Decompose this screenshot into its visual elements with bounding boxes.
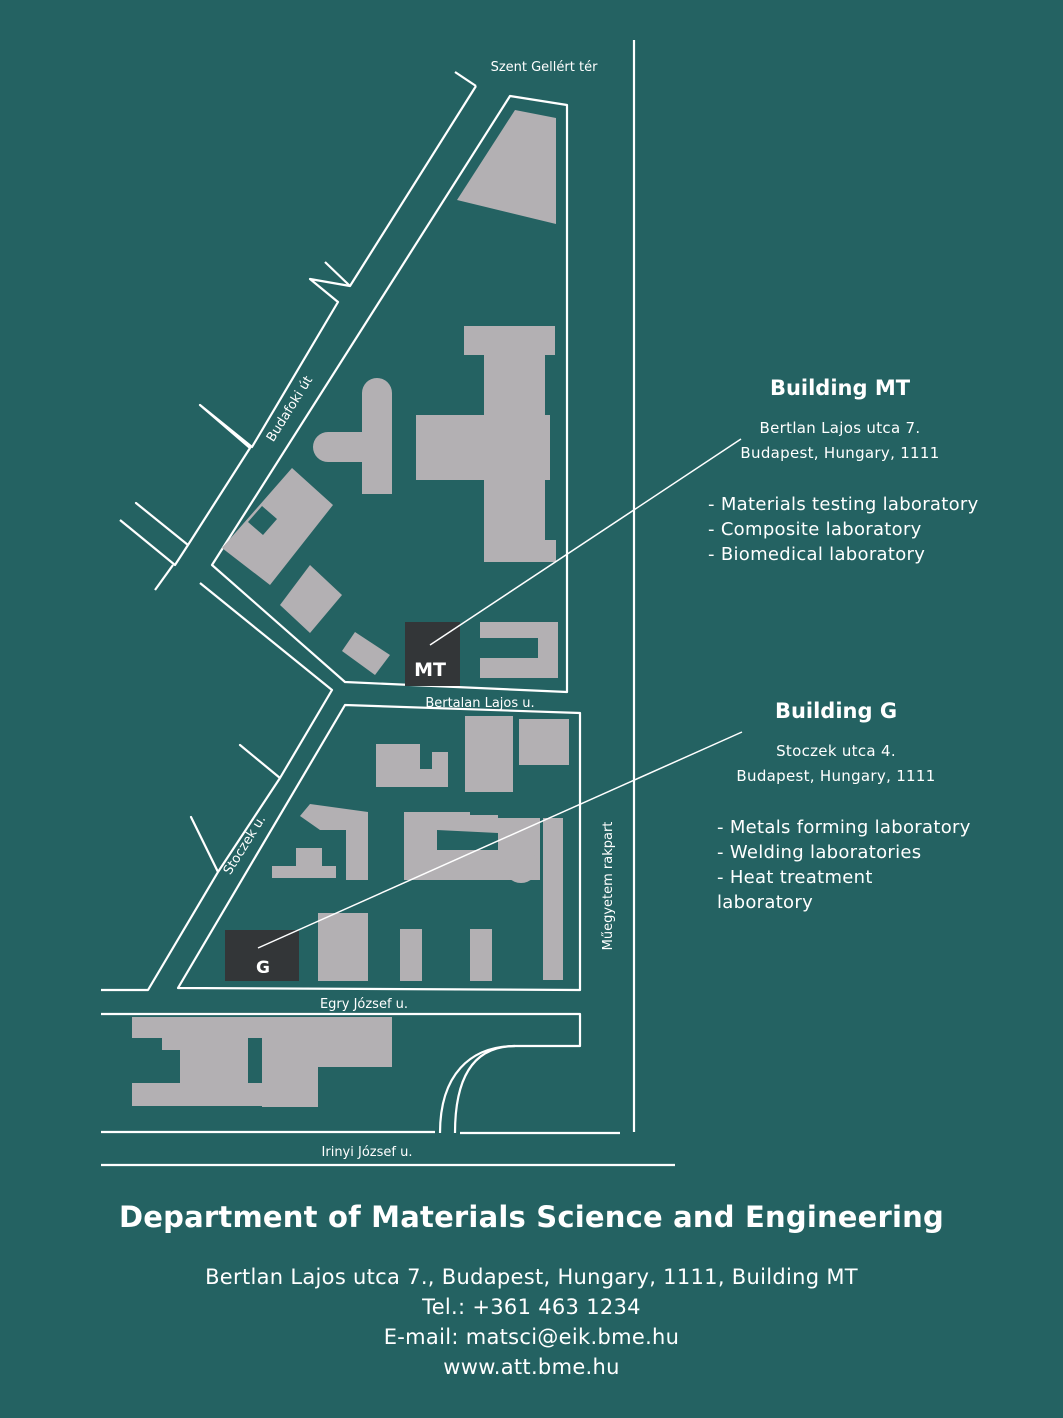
lab-item: - Metals forming laboratory [717,817,971,838]
building-g-labs [700,815,972,915]
building-mt-address-line1: Bertlan Lajos utca 7. [759,419,921,437]
building-block-2 [342,632,390,675]
street-label-budafoki: Budafoki út [263,373,317,445]
street-labels [221,60,616,1160]
department-address: Bertlan Lajos utca 7., Budapest, Hungary, 1111, Building MT [205,1265,858,1289]
building-bottom-complex [132,1017,262,1106]
building-mt-title: Building MT [769,376,911,400]
building-mt-address [700,416,980,466]
building-south-bar-2 [470,929,492,981]
department-email[interactable]: E-mail: matsci@eik.bme.hu [383,1325,680,1349]
department-website[interactable]: www.att.bme.hu [443,1355,620,1379]
building-courtyard [222,468,333,585]
footer [0,1200,1063,1382]
building-g-title: Building G [774,699,898,723]
street-label-szent-gellert: Szent Gellért tér [490,60,598,75]
street-label-stoczek: Stoczek u. [220,812,270,878]
building-main-cross [416,326,556,562]
building-south-square [519,719,569,765]
building-lab-wing [313,378,392,494]
building-g-tag: G [256,958,270,978]
lab-item: - Biomedical laboratory [708,544,926,565]
lab-item: - Welding laboratories [717,842,922,863]
building-bottom-wing [262,1017,318,1107]
building-g-address-line2: Budapest, Hungary, 1111 [736,767,936,785]
building-south-bar-1 [400,929,422,981]
street-label-irinyi: Irinyi József u. [321,1145,413,1160]
building-mt-tag: MT [414,659,446,681]
street-label-muegyetem: Műegyetem rakpart [601,821,616,951]
department-title: Department of Materials Science and Engineering [119,1200,944,1234]
building-south-u [376,744,448,787]
building-small-u [480,622,558,678]
lab-item: - Heat treatment laboratory [717,867,873,913]
buildings [132,110,569,1107]
building-mt-info [700,376,980,567]
building-g-address [700,739,972,789]
building-south-hall [318,913,368,981]
building-block-1 [280,565,342,633]
building-south-t [272,848,336,878]
building-north-triangle [457,110,556,224]
lab-item: - Materials testing laboratory [708,494,979,515]
street-label-bertalan: Bertalan Lajos u. [425,696,535,711]
department-phone[interactable]: Tel.: +361 463 1234 [422,1295,641,1319]
building-bottom-square [318,1017,392,1067]
street-label-egry: Egry József u. [319,997,409,1012]
building-mt-labs [700,492,980,567]
building-g-address-line1: Stoczek utca 4. [776,742,896,760]
building-mt-address-line2: Budapest, Hungary, 1111 [740,444,940,462]
building-south-strip [543,818,563,980]
building-south-tall [465,716,513,792]
building-south-round [504,849,538,883]
lab-item: - Composite laboratory [708,519,922,540]
building-g-info [700,699,972,915]
